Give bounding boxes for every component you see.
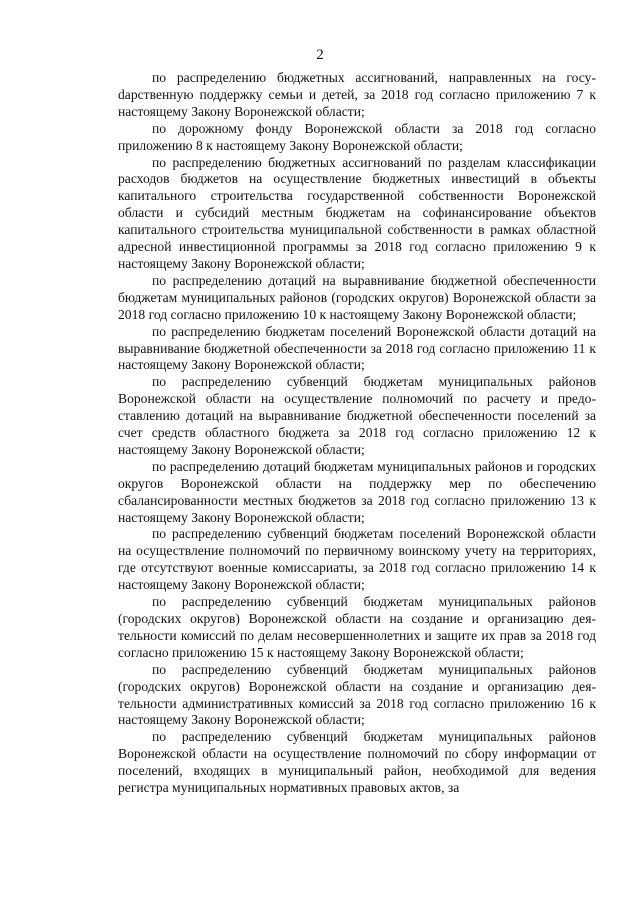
paragraph: по распределению дотаций бюджетам муниципальных районов и городских округов Воронежской области на поддержку мер по обеспечению сбалансированности местных бюджетов за 2018 год согласно приложению 13 к настоящему Закону Воронежской области; xyxy=(118,458,596,525)
paragraph: по дорожному фонду Воронежской области за 2018 год согласно приложению 8 к настоящему Закону Воронежской области; xyxy=(118,120,596,153)
paragraph: по распределению бюджетных ассигнований по разделам классификации расходов бюджетов на осуществление бюджетных инвестиций в объекты капитального строительства государственной собственности Воронежской области и субсидий местным бюджетам на софинансирование объектов капитального строительства муниципальной собственности в рамках областной адресной инвестиционной программы за 2018 год согласно приложению 9 к настоящему Закону Воронежской области; xyxy=(118,154,596,271)
paragraph: по распределению субвенций бюджетам муниципальных районов (городских округов) Воронежской области на создание и организацию деятельности административных комиссий за 2018 год согласно приложению 16 к настоящему Закону Воронежской области; xyxy=(118,661,596,728)
page-number: 2 xyxy=(316,47,324,63)
document-body xyxy=(118,70,596,797)
paragraph: по распределению бюджетных ассигнований, направленных на госуdарственную поддержку семьи и детей, за 2018 год согласно приложению 7 к настоящему Закону Воронежской области; xyxy=(118,70,596,119)
paragraph: по распределению субвенций бюджетам муниципальных районов (городских округов) Воронежской области на создание и организацию деятельности комиссий по делам несовершеннолетних и защите их прав за 2018 год согласно приложению 15 к настоящему Закону Воронежской области; xyxy=(118,594,596,660)
paragraph: по распределению субвенций бюджетам поселений Воронежской области на осуществление полномочий по первичному воинскому учету на территориях, где отсутствуют военные комиссариаты, за 2018 год согласно приложению 14 к настоящему Закону Воронежской области; xyxy=(118,526,596,593)
paragraph: по распределению субвенций бюджетам муниципальных районов Воронежской области на осуществление полномочий по сбору информации от поселений, входящих в муниципальный район, необходимой для ведения регистра муниципальных нормативных правовых актов, за xyxy=(118,729,596,796)
paragraph: по распределению дотаций на выравнивание бюджетной обеспеченности бюджетам муниципальных районов (городских округов) Воронежской области за 2018 год согласно приложению 10 к настоящему Закону Воронежской области; xyxy=(118,272,596,322)
paragraph: по распределению бюджетам поселений Воронежской области дотаций на выравнивание бюджетной обеспеченности за 2018 год согласно приложению 11 к настоящему Закону Воронежской области; xyxy=(118,323,596,373)
paragraph: по распределению субвенций бюджетам муниципальных районов Воронежской области на осуществление полномочий по расчету и предоставлению дотаций на выравнивание бюджетной обеспеченности поселений за счет средств областного бюджета за 2018 год согласно приложению 12 к настоящему Закону Воронежской области; xyxy=(118,374,596,457)
